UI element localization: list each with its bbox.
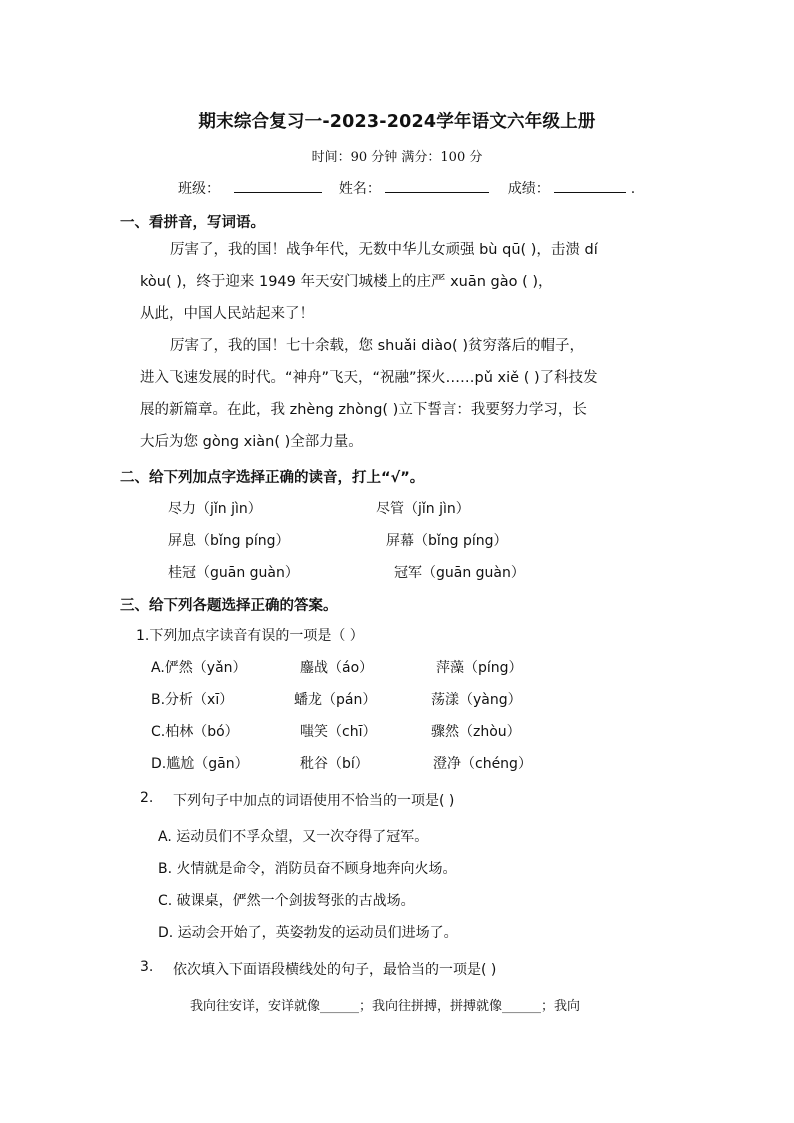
q1-option-a-word3: 萍藻（píng）	[436, 660, 523, 676]
exam-meta: 时间：90 分钟 满分：100 分	[311, 150, 483, 165]
q1-option-c[interactable]: C.柏林（bó）	[151, 724, 239, 740]
exam-title: 期末综合复习一-2023-2024学年语文六年级上册	[198, 112, 596, 132]
q2-option-d[interactable]: D. 运动会开始了，英姿勃发的运动员们进场了。	[158, 925, 458, 941]
s1-p2-line4: 大后为您 gòng xiàn( )全部力量。	[140, 434, 363, 450]
q1-option-c-word2: 嗤笑（chī）	[300, 724, 377, 740]
section-2-heading: 二、给下列加点字选择正确的读音，打上“√”。	[120, 470, 425, 486]
name-label: 姓名：	[338, 181, 381, 197]
q1-stem: 1.下列加点字读音有误的一项是（ ）	[136, 628, 364, 644]
q1-option-a[interactable]: A.俨然（yǎn）	[151, 660, 247, 676]
q1-option-d[interactable]: D.尴尬（gān）	[151, 756, 249, 772]
class-blank[interactable]	[234, 178, 322, 193]
s2-item[interactable]: 尽力（jǐn jìn）	[168, 501, 262, 517]
student-info-row	[178, 178, 635, 198]
q1-option-c-word3: 骤然（zhòu）	[431, 724, 521, 740]
q2-number: 2.	[140, 790, 154, 806]
s1-p2-line1: 厉害了，我的国！七十余载，您 shuǎi diào( )贫穷落后的帽子，	[170, 338, 584, 354]
s2-item[interactable]: 桂冠（guān guàn）	[168, 565, 299, 581]
q3-passage: 我向往安详，安详就像______；我向往拼搏，拼搏就像______；我向	[190, 999, 581, 1014]
name-blank[interactable]	[385, 178, 489, 193]
s1-p1-line3: 从此，中国人民站起来了！	[140, 306, 314, 322]
q2-option-b[interactable]: B. 火情就是命令，消防员奋不顾身地奔向火场。	[158, 861, 457, 877]
q1-option-a-word2: 鏖战（áo）	[300, 660, 374, 676]
q1-option-d-word2: 秕谷（bí）	[300, 756, 369, 772]
section-1-heading: 一、看拼音，写词语。	[120, 215, 265, 231]
s2-item[interactable]: 尽管（jǐn jìn）	[376, 501, 470, 517]
info-end: .	[630, 181, 636, 197]
q2-stem: 下列句子中加点的词语使用不恰当的一项是( )	[173, 793, 455, 809]
q2-option-a[interactable]: A. 运动员们不孚众望，又一次夺得了冠军。	[158, 829, 429, 845]
section-3-heading: 三、给下列各题选择正确的答案。	[120, 598, 338, 614]
s2-item[interactable]: 屏息（bǐng píng）	[168, 533, 290, 549]
s1-p2-line2: 进入飞速发展的时代。“神舟”飞天，“祝融”探火……pǔ xiě ( )了科技发	[140, 370, 598, 386]
s2-item[interactable]: 冠军（guān guàn）	[394, 565, 525, 581]
q3-number: 3.	[140, 959, 154, 975]
q1-option-b-word2: 蟠龙（pán）	[294, 692, 377, 708]
s1-p1-line2: kòu( )，终于迎来 1949 年天安门城楼上的庄严 xuān gào ( )，	[140, 274, 553, 290]
q2-option-c[interactable]: C. 破课桌，俨然一个剑拔弩张的古战场。	[158, 893, 415, 909]
q3-stem: 依次填入下面语段横线处的句子，最恰当的一项是( )	[173, 962, 497, 978]
class-label: 班级：	[178, 181, 220, 197]
s2-item[interactable]: 屏幕（bǐng píng）	[386, 533, 508, 549]
q1-option-b-word3: 荡漾（yàng）	[431, 692, 522, 708]
s1-p1-line1: 厉害了，我的国！战争年代，无数中华儿女顽强 bù qū( )，击溃 dí	[170, 242, 598, 258]
q1-option-b[interactable]: B.分析（xī）	[151, 692, 234, 708]
score-blank[interactable]	[554, 178, 626, 193]
s1-p2-line3: 展的新篇章。在此，我 zhèng zhòng( )立下誓言：我要努力学习，长	[140, 402, 587, 418]
q1-option-d-word3: 澄净（chéng）	[433, 756, 532, 772]
score-label: 成绩：	[507, 181, 550, 197]
